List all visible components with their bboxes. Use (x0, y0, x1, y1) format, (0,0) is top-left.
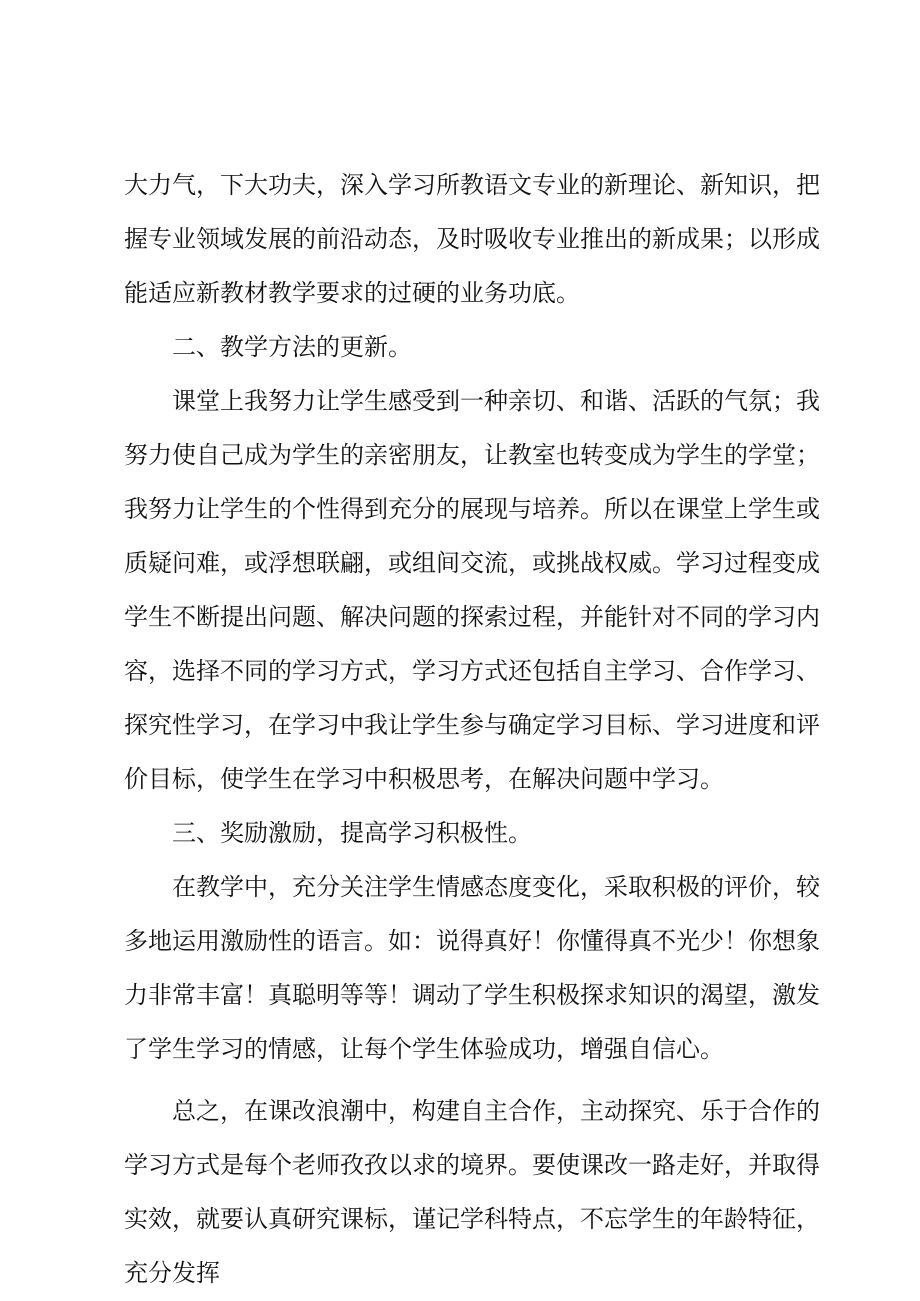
paragraph-encouragement: 在教学中，充分关注学生情感态度变化，采取积极的评价，较多地运用激励性的语言。如：说得真好！你懂得真不光少！你想象力非常丰富！真聪明等等！调动了学生积极探求知识的渴望，激发了学生学习的情感，让每个学生体验成功，增强自信心。 (124, 873, 820, 1063)
paragraph-classroom: 课堂上我努力让学生感受到一种亲切、和谐、活跃的气氛；我努力使自己成为学生的亲密朋友，让教室也转变成为学生的学堂；我努力让学生的个性得到充分的展现与培养。所以在课堂上学生或质疑问难，或浮想联翩，或组间交流，或挑战权威。学习过程变成学生不断提出问题、解决问题的探索过程，并能针对不同的学习内容，选择不同的学习方式，学习方式还包括自主学习、合作学习、探究性学习，在学习中我让学生参与确定学习目标、学习进度和评价目标，使学生在学习中积极思考，在解决问题中学习。 (124, 387, 820, 793)
paragraph-conclusion: 总之，在课改浪潮中，构建自主合作，主动探究、乐于合作的学习方式是每个老师孜孜以求的境界。要使课改一路走好，并取得实效，就要认真研究课标，谨记学科特点，不忘学生的年龄特征，充分发挥 (124, 1097, 820, 1287)
section-heading-reward: 三、奖励激励，提高学习积极性。 (172, 819, 532, 847)
paragraph-continuation: 大力气，下大功夫，深入学习所教语文专业的新理论、新知识，把握专业领域发展的前沿动态，及时吸收专业推出的新成果；以形成能适应新教材教学要求的过硬的业务功底。 (124, 171, 820, 307)
document-body (124, 158, 820, 1300)
section-heading-teaching-method: 二、教学方法的更新。 (172, 333, 412, 361)
